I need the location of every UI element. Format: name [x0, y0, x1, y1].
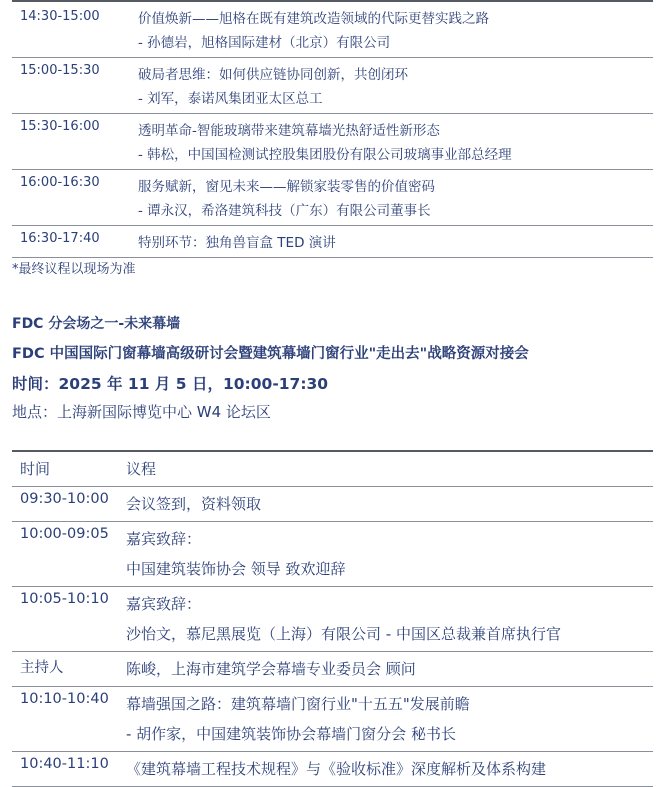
session-title: 特别环节：独角兽盲盒 TED 演讲 [138, 235, 336, 251]
table-row [12, 522, 653, 587]
session-time: 16:00-16:30 [20, 175, 100, 190]
column-header-agenda: 议程 [126, 460, 157, 478]
table-header-row [12, 451, 653, 487]
session-time: 10:00-09:05 [20, 526, 109, 542]
session-title: 破局者思维：如何供应链协同创新，共创闭环 [138, 67, 408, 83]
session-detail [122, 687, 653, 752]
session-time: 14:30-15:00 [20, 9, 100, 24]
session-detail [138, 226, 653, 258]
section-time: 时间：2025 年 11 月 5 日，10:00-17:30 [12, 375, 329, 393]
table-row [12, 487, 653, 522]
session-speaker: - 孙德岩，旭格国际建材（北京）有限公司 [138, 35, 391, 51]
agenda-footnote: *最终议程以现场为准 [12, 262, 136, 277]
table-row [12, 170, 653, 226]
session-speaker: - 谭永汉，希洛建筑科技（广东）有限公司董事长 [138, 203, 431, 219]
session-detail [122, 587, 653, 652]
session-detail [138, 58, 653, 114]
section-venue: 地点：上海新国际博览中心 W4 论坛区 [12, 403, 271, 421]
session-speaker: - 刘军，泰诺风集团亚太区总工 [138, 91, 323, 107]
session-time: 15:00-15:30 [20, 63, 100, 78]
session-detail [122, 752, 653, 787]
table-row [12, 1, 653, 58]
section-subtitle: FDC 中国国际门窗幕墙高级研讨会暨建筑幕墙门窗行业"走出去"战略资源对接会 [12, 346, 529, 362]
session-time: 10:40-11:10 [20, 756, 109, 772]
session-speaker: 中国建筑装饰协会 领导 致欢迎辞 [126, 560, 346, 578]
session-speaker: - 韩松，中国国检测试控股集团股份有限公司玻璃事业部总经理 [138, 147, 512, 163]
session-title: 价值焕新——旭格在既有建筑改造领域的代际更替实践之路 [138, 11, 489, 27]
session-time: 10:10-10:40 [20, 691, 109, 707]
session-time: 15:30-16:00 [20, 119, 100, 134]
table-row [12, 587, 653, 652]
session-title: 嘉宾致辞： [126, 595, 202, 613]
table-row [12, 687, 653, 752]
table-row [12, 652, 653, 687]
session-detail [122, 522, 653, 587]
session-detail [138, 1, 653, 58]
agenda-table-future-curtain-wall [12, 450, 653, 787]
session-title: 《建筑幕墙工程技术规程》与《验收标准》深度解析及体系构建 [126, 760, 547, 778]
session-speaker: 沙怡文，慕尼黑展览（上海）有限公司 - 中国区总裁兼首席执行官 [126, 625, 561, 643]
session-title: 服务赋新，窗见未来——解锁家装零售的价值密码 [138, 179, 435, 195]
session-detail [122, 652, 653, 687]
session-title: 透明革命-智能玻璃带来建筑幕墙光热舒适性新形态 [138, 123, 440, 139]
session-speaker: - 胡作家，中国建筑装饰协会幕墙门窗分会 秘书长 [126, 725, 456, 743]
table-row [12, 58, 653, 114]
session-detail [138, 114, 653, 170]
table-row [12, 226, 653, 258]
table-row [12, 752, 653, 787]
session-title: 嘉宾致辞： [126, 530, 202, 548]
session-time: 09:30-10:00 [20, 491, 109, 507]
session-title: 会议签到，资料领取 [126, 495, 262, 513]
session-title: 幕墙强国之路：建筑幕墙门窗行业"十五五"发展前瞻 [126, 695, 470, 713]
table-row [12, 114, 653, 170]
agenda-table-afternoon [12, 0, 653, 258]
session-detail [122, 487, 653, 522]
session-role: 主持人 [20, 660, 64, 676]
section-title: FDC 分会场之一-未来幕墙 [12, 316, 181, 332]
session-time: 16:30-17:40 [20, 231, 100, 246]
session-time: 10:05-10:10 [20, 591, 109, 607]
column-header-time: 时间 [20, 460, 51, 478]
session-host: 陈峻，上海市建筑学会幕墙专业委员会 顾问 [126, 660, 416, 678]
session-detail [138, 170, 653, 226]
